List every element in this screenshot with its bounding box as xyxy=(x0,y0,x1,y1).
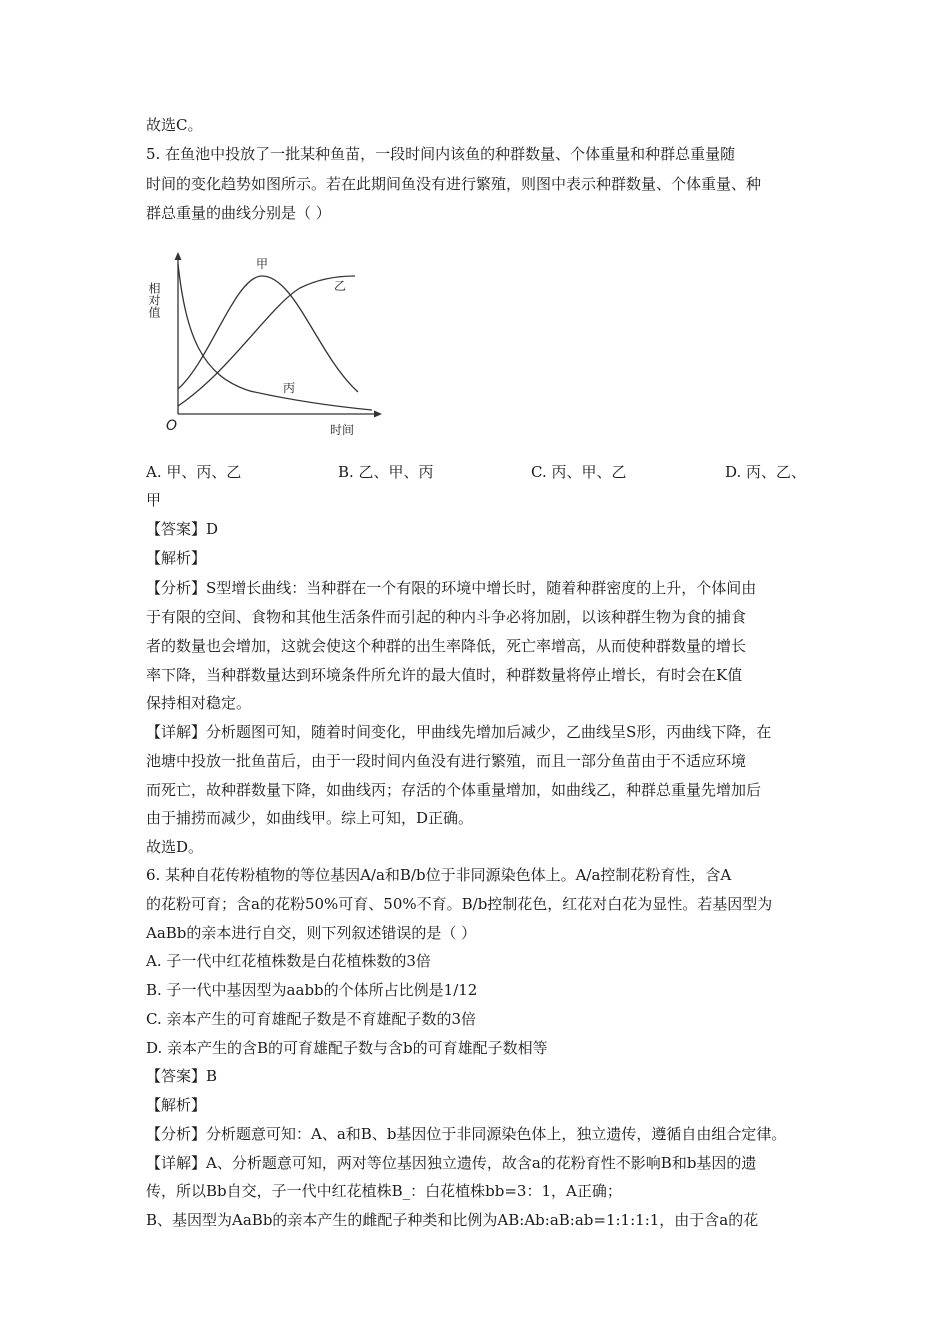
option-6-b: B. 子一代中基因型为aabb的个体所占比例是1/12 xyxy=(146,981,478,999)
answer-6-tag: 【答案】 xyxy=(146,1067,207,1085)
option-6-c: C. 亲本产生的可育雄配子数是不育雄配子数的3倍 xyxy=(146,1010,477,1028)
conclusion-5: 故选D。 xyxy=(146,838,204,856)
fenxi-6-text-1: 分析题意可知：A、a和B、b基因位于非同源染色体上，独立遗传，遵循自由组合定律。 xyxy=(206,1125,787,1143)
option-5-b: B. 乙、甲、丙 xyxy=(338,463,434,481)
population-curves-figure xyxy=(147,246,390,446)
fenxi-5-line-5: 保持相对稳定。 xyxy=(146,694,252,712)
curve-jia xyxy=(178,276,358,392)
xiangjie-6-line-1 xyxy=(146,1152,826,1174)
curve-yi xyxy=(178,276,355,406)
xiangjie-5-text-1: 分析题图可知，随着时间变化，甲曲线先增加后减少，乙曲线呈S形，丙曲线下降，在 xyxy=(206,723,772,741)
curve-yi-label: 乙 xyxy=(334,279,347,293)
origin-label: O xyxy=(166,418,178,434)
x-axis-arrow-icon xyxy=(374,411,382,418)
xiangjie-5-line-2: 池塘中投放一批鱼苗后，由于一段时间内鱼没有进行繁殖，而且一部分鱼苗由于不适应环境 xyxy=(146,752,747,770)
fenxi-5-text-1: S型增长曲线：当种群在一个有限的环境中增长时，随着种群密度的上升，个体间由 xyxy=(206,579,757,597)
question-6-line-3: AaBb的亲本进行自交，则下列叙述错误的是（ ） xyxy=(146,924,477,942)
answer-6 xyxy=(146,1065,826,1087)
fenxi-6-tag: 【分析】 xyxy=(146,1125,207,1143)
option-5-d-wrap: 甲 xyxy=(146,491,162,509)
option-6-d: D. 亲本产生的含B的可育雄配子数与含b的可育雄配子数相等 xyxy=(146,1039,548,1057)
question-5-line-3: 群总重量的曲线分别是（ ） xyxy=(146,204,331,222)
fenxi-5-tag: 【分析】 xyxy=(146,579,207,597)
fenxi-5-line-4: 率下降，当种群数量达到环境条件所允许的最大值时，种群数量将停止增长，有时会在K值 xyxy=(146,666,743,684)
fenxi-5-line-1 xyxy=(146,577,826,599)
analysis-5-heading: 【解析】 xyxy=(146,549,207,567)
xiangjie-5-line-3: 而死亡，故种群数量下降，如曲线丙；存活的个体重量增加，如曲线乙，种群总重量先增加后 xyxy=(146,781,762,799)
xiangjie-5-line-1 xyxy=(146,721,826,743)
xiangjie-6-line-2: 传，所以Bb自交，子一代中红花植株B_：白花植株bb=3：1，A正确； xyxy=(146,1182,622,1200)
question-6-line-2: 的花粉可育；含a的花粉50%可育、50%不育。B/b控制花色，红花对白花为显性。若基因型为 xyxy=(146,895,773,913)
xiangjie-6-line-3: B、基因型为AaBb的亲本产生的雌配子种类和比例为AB:Ab:aB:ab=1:1:1:1，由于含a的花 xyxy=(146,1211,759,1229)
option-5-a: A. 甲、丙、乙 xyxy=(146,463,242,481)
analysis-6-heading: 【解析】 xyxy=(146,1096,207,1114)
xiangjie-5-line-4: 由于捕捞而减少，如曲线甲。综上可知，D正确。 xyxy=(146,809,474,827)
xiangjie-5-tag: 【详解】 xyxy=(146,723,207,741)
y-axis-label: 相对值 xyxy=(147,282,161,318)
xiangjie-6-text-1: A、分析题意可知，两对等位基因独立遗传，故含a的花粉育性不影响B和b基因的遗 xyxy=(206,1154,757,1172)
xiangjie-6-tag: 【详解】 xyxy=(146,1154,207,1172)
fenxi-5-line-2: 于有限的空间、食物和其他生活条件而引起的种内斗争必将加剧，以该种群生物为食的捕食 xyxy=(146,608,747,626)
conclusion-prev: 故选C。 xyxy=(146,116,203,134)
question-5-line-1: 5. 在鱼池中投放了一批某种鱼苗，一段时间内该鱼的种群数量、个体重量和种群总重量随 xyxy=(146,145,736,163)
option-6-a: A. 子一代中红花植株数是白花植株数的3倍 xyxy=(146,952,431,970)
answer-5-value: D xyxy=(206,520,219,538)
answer-5 xyxy=(146,518,826,540)
fenxi-6-line-1 xyxy=(146,1123,826,1145)
x-axis-label: 时间 xyxy=(330,423,355,437)
curve-jia-label: 甲 xyxy=(256,257,269,271)
question-5-line-2: 时间的变化趋势如图所示。若在此期间鱼没有进行繁殖，则图中表示种群数量、个体重量、种 xyxy=(146,175,762,193)
answer-5-tag: 【答案】 xyxy=(146,520,207,538)
y-axis-arrow-icon xyxy=(175,252,182,260)
fenxi-5-line-3: 者的数量也会增加，这就会使这个种群的出生率降低，死亡率增高，从而使种群数量的增长 xyxy=(146,637,747,655)
option-5-c: C. 丙、甲、乙 xyxy=(531,463,627,481)
option-5-d: D. 丙、乙、 xyxy=(725,463,807,481)
answer-6-value: B xyxy=(206,1067,218,1085)
question-6-line-1: 6. 某种自花传粉植物的等位基因A/a和B/b位于非同源染色体上。A/a控制花粉育性，含A xyxy=(146,866,732,884)
curve-bing-label: 丙 xyxy=(283,381,296,395)
